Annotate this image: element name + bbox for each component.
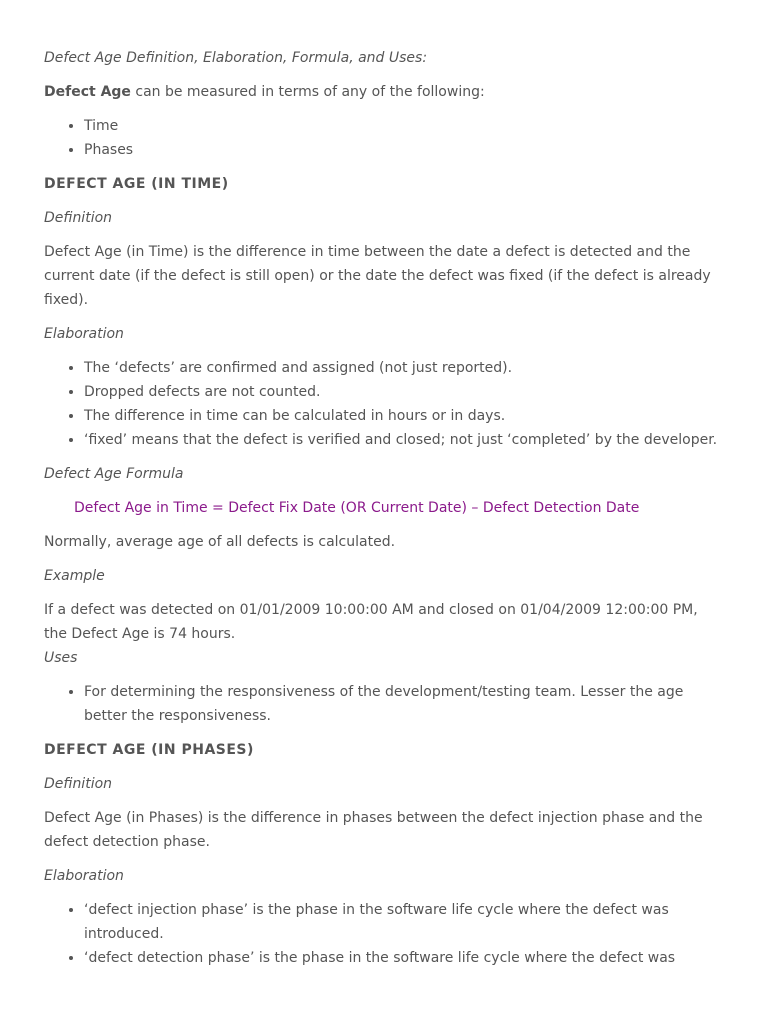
list-item: • Dropped defects are not counted. xyxy=(84,380,724,404)
intro-lead xyxy=(44,80,724,104)
list-item: • Time xyxy=(84,114,724,138)
intro-heading: Defect Age Definition, Elaboration, Formula, and Uses: xyxy=(44,50,428,66)
uses-label: Uses xyxy=(44,650,78,666)
section-title-phases: DEFECT AGE (IN PHASES) xyxy=(44,742,254,758)
uses-list xyxy=(44,680,724,728)
list-item: • ‘fixed’ means that the defect is verified and closed; not just ‘completed’ by the developer. xyxy=(84,428,724,452)
phases-elaboration-label: Elaboration xyxy=(44,868,124,884)
list-item: • The ‘defects’ are confirmed and assigned (not just reported). xyxy=(84,356,724,380)
list-item: • For determining the responsiveness of the development/testing team. Lesser the age better the responsiveness. xyxy=(84,680,724,728)
time-elaboration-list xyxy=(44,356,724,452)
time-definition-label: Definition xyxy=(44,210,113,226)
formula-label: Defect Age Formula xyxy=(44,466,184,482)
lead-term: Defect Age xyxy=(44,84,131,100)
phases-definition-text: Defect Age (in Phases) is the difference in phases between the defect injection phase and the defect detection phase. xyxy=(44,810,703,850)
phases-definition-label: Definition xyxy=(44,776,113,792)
time-elaboration-label: Elaboration xyxy=(44,326,124,342)
list-item: • ‘defect detection phase’ is the phase in the software life cycle where the defect was xyxy=(84,946,724,970)
example-label: Example xyxy=(44,568,105,584)
example-text: If a defect was detected on 01/01/2009 10:00:00 AM and closed on 01/04/2009 12:00:00 PM, the Defect Age is 74 hours. xyxy=(44,602,698,642)
phases-elaboration-list xyxy=(44,898,724,970)
time-definition-text: Defect Age (in Time) is the difference in time between the date a defect is detected and the current date (if the defect is still open) or the date the defect was fixed (if the defect is already fixed). xyxy=(44,244,711,308)
list-item: • ‘defect injection phase’ is the phase in the software life cycle where the defect was introduced. xyxy=(84,898,724,946)
lead-text: can be measured in terms of any of the following: xyxy=(130,84,485,100)
list-item: • Phases xyxy=(84,138,724,162)
formula-note: Normally, average age of all defects is calculated. xyxy=(44,534,396,550)
measures-list xyxy=(44,114,724,162)
formula-text: Defect Age in Time = Defect Fix Date (OR Current Date) – Defect Detection Date xyxy=(74,500,640,516)
list-item: • The difference in time can be calculated in hours or in days. xyxy=(84,404,724,428)
section-title-time: DEFECT AGE (IN TIME) xyxy=(44,176,229,192)
